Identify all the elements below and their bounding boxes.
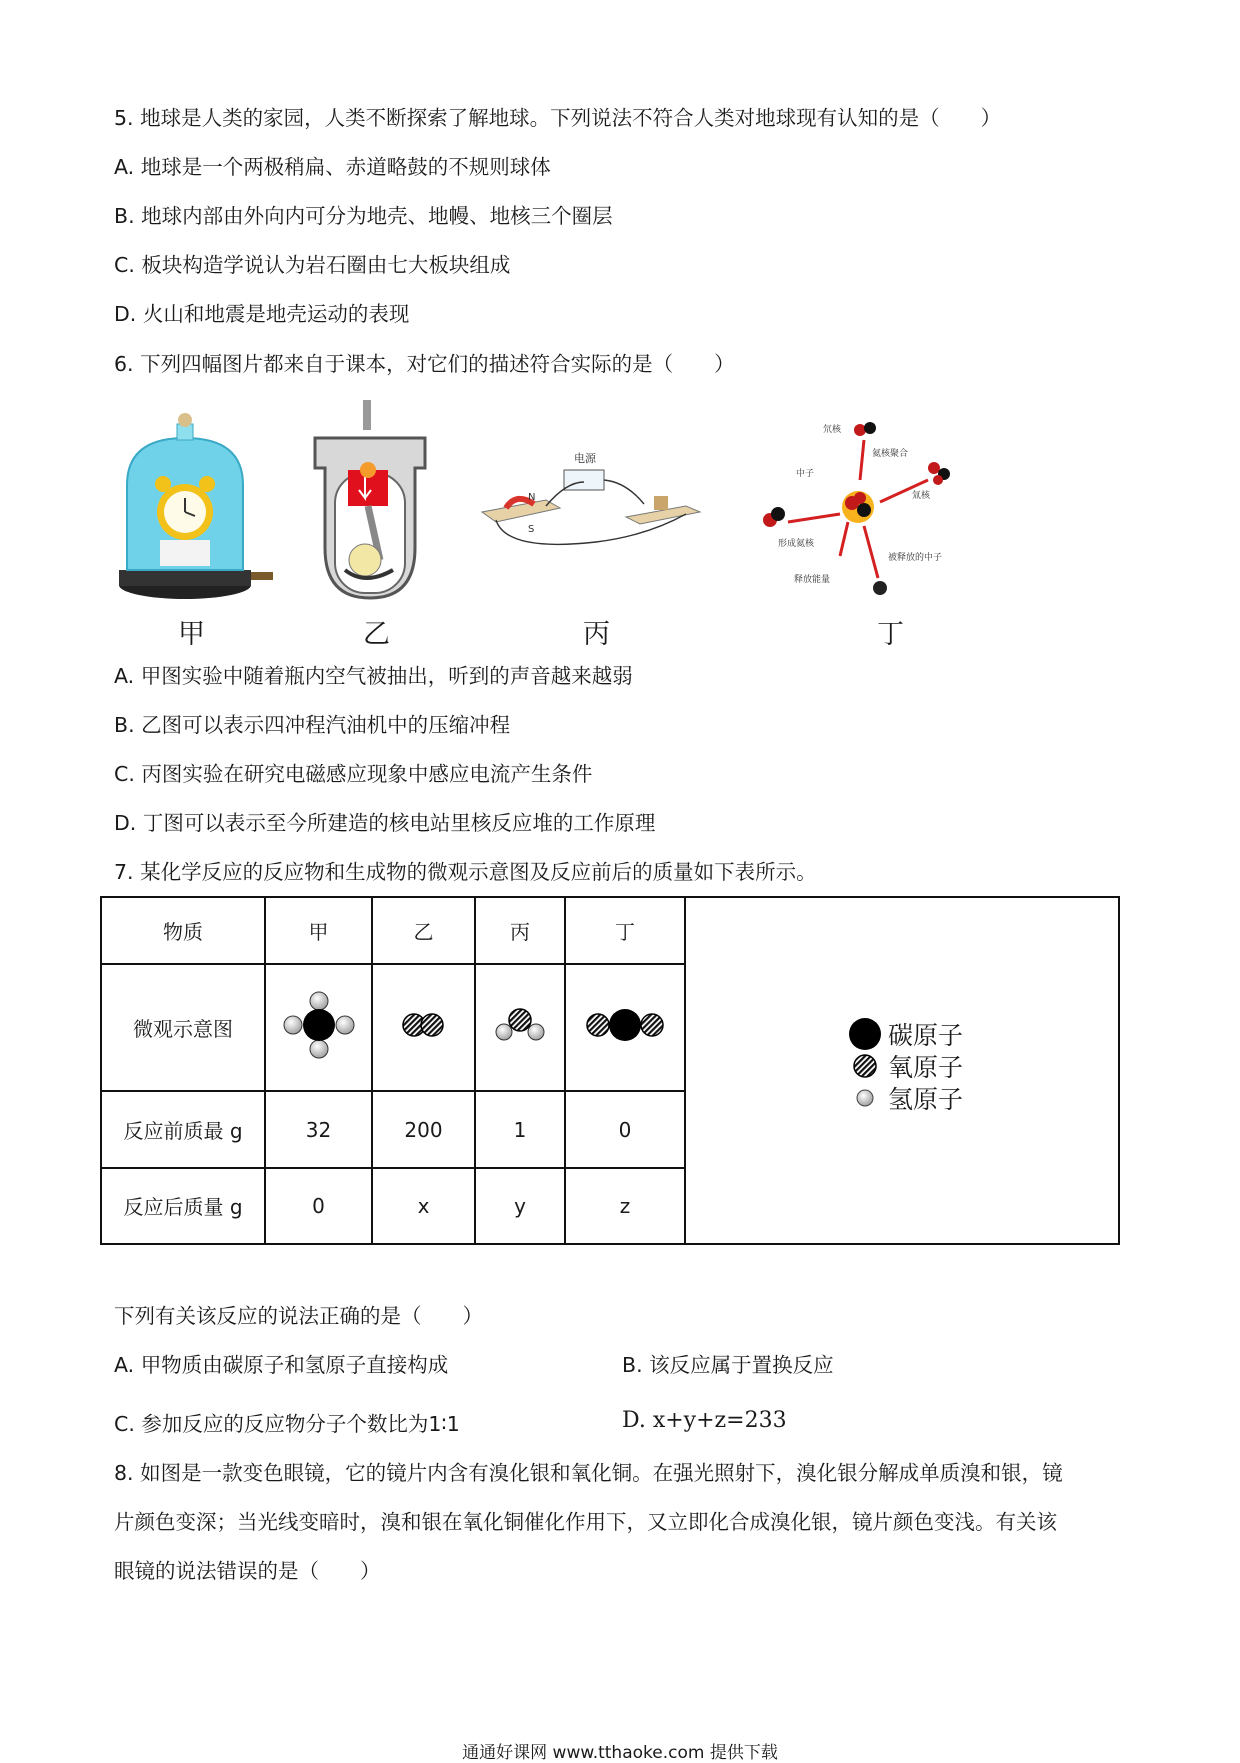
figure-label-jia: 甲 [178,619,205,650]
after-jia: 0 [265,1168,372,1244]
q6-option-b: B. 乙图可以表示四冲程汽油机中的压缩冲程 [114,713,511,737]
q6-option-c: C. 丙图实验在研究电磁感应现象中感应电流产生条件 [114,762,593,786]
methane-molecule-icon [279,985,359,1065]
q7-option-b: B. 该反应属于置换反应 [622,1353,834,1377]
legend-oxygen-label: 氧原子 [888,1053,964,1082]
q7-question: 下列有关该反应的说法正确的是（ ） [114,1304,483,1328]
water-molecule-icon [490,1000,550,1050]
legend-hydrogen-label: 氢原子 [888,1085,964,1114]
before-bing: 1 [475,1091,565,1167]
q5-option-d: D. 火山和地震是地壳运动的表现 [114,302,410,326]
helium-label: 形成氦核 [778,539,815,549]
induction-circuit-figure [476,442,706,552]
header-yi: 乙 [372,897,475,964]
engine-cylinder-figure [305,398,435,603]
fusion-label: 氦核聚合 [872,449,909,459]
header-ding: 丁 [565,897,685,964]
q5-stem: 5. 地球是人类的家园，人类不断探索了解地球。下列说法不符合人类对地球现有认知的是（ ） [114,106,1002,130]
q7-option-c: C. 参加反应的反应物分子个数比为1∶1 [114,1412,460,1436]
page-footer: 通通好课网 www.tthaoke.com 提供下载 [462,1743,778,1763]
q7-option-d: D. x+y+z=233 [622,1408,787,1433]
legend-carbon [848,1018,963,1050]
legend-oxygen [848,1050,963,1082]
legend-carbon-label: 碳原子 [888,1021,964,1050]
before-jia: 32 [265,1091,372,1167]
row-label-micro: 微观示意图 [101,964,265,1091]
q8-line-2: 片颜色变深；当光线变暗时，溴和银在氧化铜催化作用下，又立即化合成溴化银，镜片颜色变浅。有关该 [114,1510,1057,1534]
energy-label: 释放能量 [794,575,831,585]
oxygen-atom-icon [848,1049,882,1083]
after-ding: z [565,1168,685,1244]
legend-hydrogen [848,1082,963,1114]
header-jia: 甲 [265,897,372,964]
atom-legend [848,1018,963,1114]
tritium-label: 氚核 [912,491,931,501]
carbon-atom-icon [848,1017,882,1051]
released-neutron-label: 被释放的中子 [888,553,943,563]
nuclear-fusion-figure [748,410,968,598]
q8-line-3: 眼镜的说法错误的是（ ） [114,1559,381,1583]
reaction-table [100,896,1120,1245]
figure-label-bing: 丙 [583,619,610,650]
figure-label-yi: 乙 [363,619,390,650]
hydrogen-atom-icon [848,1081,882,1115]
after-yi: x [372,1168,475,1244]
deuterium-label: 氘核 [823,425,842,435]
atom-legend-cell [685,897,1119,1244]
carbon-dioxide-molecule-icon [580,1005,670,1045]
before-ding: 0 [565,1091,685,1167]
after-bing: y [475,1168,565,1244]
pole-n-label: N [528,492,536,503]
bell-jar-figure [115,410,275,605]
figure-label-ding: 丁 [877,619,904,650]
q6-option-d: D. 丁图可以表示至今所建造的核电站里核反应堆的工作原理 [114,811,656,835]
before-yi: 200 [372,1091,475,1167]
q5-option-b: B. 地球内部由外向内可分为地壳、地幔、地核三个圈层 [114,204,613,228]
oxygen-molecule-icon [394,1005,454,1045]
neutron-label: 中子 [796,469,815,479]
q8-line-1: 8. 如图是一款变色眼镜，它的镜片内含有溴化银和氧化铜。在强光照射下，溴化银分解成单质溴和银，镜 [114,1461,1063,1485]
row-label-before: 反应前质最 g [101,1091,265,1167]
q5-option-c: C. 板块构造学说认为岩石圈由七大板块组成 [114,253,511,277]
q7-option-a: A. 甲物质由碳原子和氢原子直接构成 [114,1353,449,1377]
power-label: 电源 [574,452,596,465]
row-label-after: 反应后质量 g [101,1168,265,1244]
header-bing: 丙 [475,897,565,964]
q6-stem: 6. 下列四幅图片都来自于课本，对它们的描述符合实际的是（ ） [114,352,735,376]
pole-s-label: S [528,524,535,535]
q6-option-a: A. 甲图实验中随着瓶内空气被抽出，听到的声音越来越弱 [114,664,633,688]
q7-stem: 7. 某化学反应的反应物和生成物的微观示意图及反应前后的质量如下表所示。 [114,860,817,884]
header-substance: 物质 [101,897,265,964]
q5-option-a: A. 地球是一个两极稍扁、赤道略鼓的不规则球体 [114,155,551,179]
